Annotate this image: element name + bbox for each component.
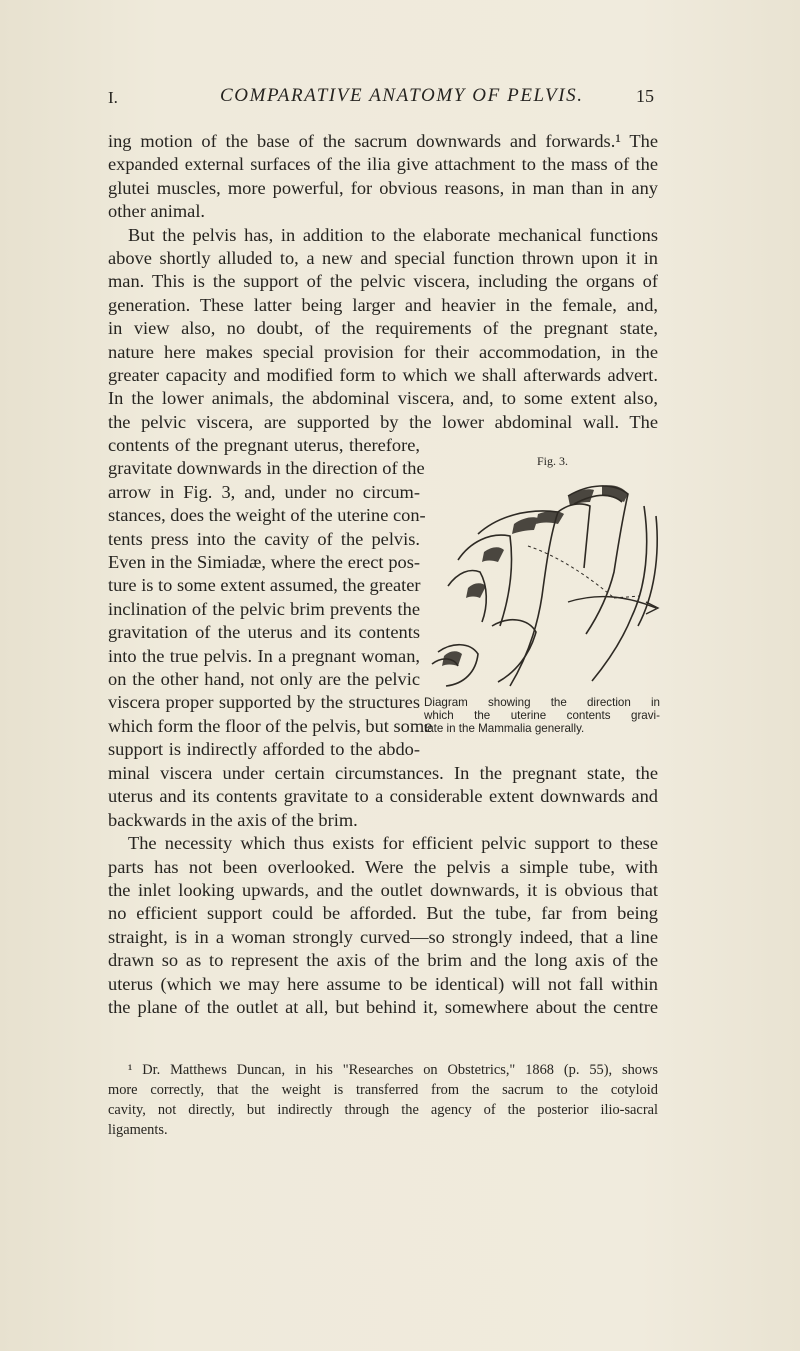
running-header (108, 80, 658, 110)
running-title: COMPARATIVE ANATOMY OF PELVIS. (220, 85, 584, 106)
text-line: no efficient support could be afforded. But the tube, far from being (108, 903, 658, 924)
caption-line: which the uterine contents gravi- (424, 709, 660, 722)
text-line: on the other hand, not only are the pelvic (108, 668, 420, 689)
figure-label: Fig. 3. (537, 454, 569, 468)
text-line: into the true pelvis. In a pregnant woman, (108, 645, 420, 666)
body-text-wrapped (108, 434, 433, 761)
text-line: support is indirectly afforded to the abdo- (108, 739, 420, 760)
pelvis-diagram-figure (418, 476, 673, 691)
text-line: uterus (which we may here assume to be identical) will not fall within (108, 973, 658, 994)
spine-outline (568, 486, 628, 634)
text-line: gravitation of the uterus and its contents (108, 622, 420, 643)
footnote-line: ligaments. (108, 1122, 168, 1138)
text-line: parts has not been overlooked. Were the pelvis a simple tube, with (108, 856, 658, 877)
text-line: minal viscera under certain circumstances. In the pregnant state, the (108, 763, 658, 783)
text-line: viscera proper supported by the structures (108, 692, 420, 713)
text-line: the inlet looking upwards, and the outlet downwards, it is obvious that (108, 879, 658, 900)
body-text-bottom (108, 762, 658, 1019)
footnote-line: more correctly, that the weight is transferred from the sacrum to the cotyloid (108, 1082, 658, 1098)
text-line: greater capacity and modified form to which we shall afterwards advert. (108, 364, 658, 385)
text-line: uterus and its contents gravitate to a considerable extent downwards and (108, 786, 658, 807)
text-line: arrow in Fig. 3, and, under no circum- (108, 481, 420, 502)
text-line: the plane of the outlet at all, but behind it, somewhere about the centre (108, 996, 658, 1017)
text-line: expanded external surfaces of the ilia give attachment to the mass of the (108, 154, 658, 175)
text-line: stances, does the weight of the uterine con- (108, 505, 426, 526)
gravity-direction-line (528, 546, 614, 598)
text-line: Even in the Simiadæ, where the erect pos- (108, 551, 420, 572)
direction-arrow (568, 597, 656, 608)
text-line: contents of the pregnant uterus, therefore, (108, 435, 420, 455)
chapter-number: I. (108, 88, 118, 107)
text-line: The necessity which thus exists for efficient pelvic support to these (128, 833, 658, 854)
figure-caption (424, 696, 660, 735)
footnote-line: ¹ Dr. Matthews Duncan, in his "Researches on Obstetrics," 1868 (p. 55), shows (128, 1062, 658, 1078)
text-line: the pelvic viscera, are supported by the lower abdominal wall. The (108, 411, 658, 432)
text-line: backwards in the axis of the brim. (108, 809, 358, 830)
text-line: which form the floor of the pelvis, but some (108, 715, 433, 736)
text-line: man. This is the support of the pelvic viscera, including the organs of (108, 271, 658, 292)
text-line: generation. These latter being larger and heavier in the female, and, (108, 294, 658, 315)
page-number: 15 (636, 86, 654, 106)
footnote-line: cavity, not directly, but indirectly through the agency of the posterior ilio-sacral (108, 1102, 658, 1118)
text-line: tents press into the cavity of the pelvis. (108, 528, 420, 549)
text-line: In the lower animals, the abdominal viscera, and, to some extent also, (108, 388, 658, 409)
text-line: ing motion of the base of the sacrum downwards and forwards.¹ The (108, 131, 658, 151)
text-line: above shortly alluded to, a new and special function thrown upon it in (108, 247, 658, 268)
caption-line: tate in the Mammalia generally. (424, 722, 585, 735)
text-line: other animal. (108, 201, 206, 222)
text-line: inclination of the pelvic brim prevents the (108, 598, 420, 619)
text-line: drawn so as to represent the axis of the brim and the long axis of the (108, 950, 658, 971)
caption-line: Diagram showing the direction in (424, 696, 660, 709)
footnote (108, 1060, 658, 1140)
text-line: But the pelvis has, in addition to the elaborate mechanical functions (128, 224, 658, 245)
text-line: glutei muscles, more powerful, for obvious reasons, in man than in any (108, 177, 658, 198)
text-line: nature here makes special provision for their accommodation, in the (108, 341, 658, 362)
body-text-top (108, 130, 658, 434)
text-line: in view also, no doubt, of the requirements of the pregnant state, (108, 318, 658, 339)
text-line: straight, is in a woman strongly curved—so strongly indeed, that a line (108, 926, 658, 947)
text-line: ture is to some extent assumed, the greater (108, 575, 421, 596)
text-line: gravitate downwards in the direction of the (108, 458, 425, 479)
